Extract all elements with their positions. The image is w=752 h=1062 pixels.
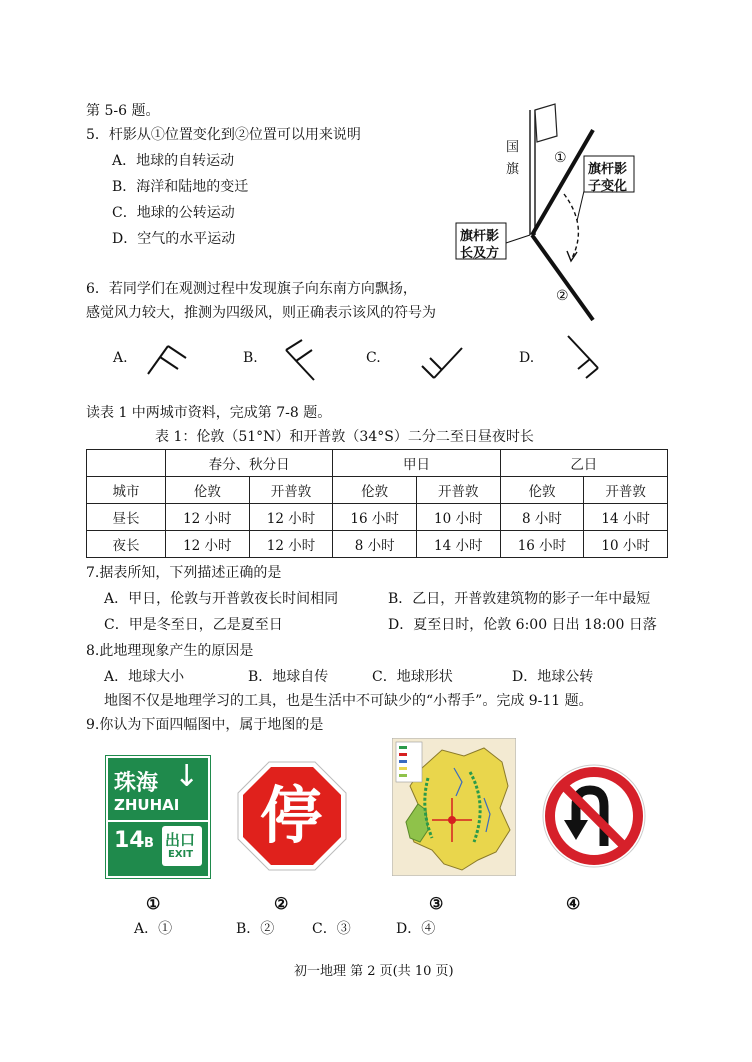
arrow-down-icon: ↓	[174, 759, 200, 794]
table-header-cell: 开普敦	[249, 477, 333, 504]
q5-option-d: D．空气的水平运动	[112, 231, 236, 247]
table-row	[87, 504, 668, 531]
q6-option-c: C.	[366, 350, 381, 366]
table-header-cell: 城市	[87, 477, 166, 504]
pole-label-1: 国	[506, 140, 520, 155]
q8-option-c: C．地球形状	[372, 669, 453, 685]
intro-text-78: 读表 1 中两城市资料，完成第 7-8 题。	[86, 405, 332, 421]
table-group-row	[87, 450, 668, 477]
q9-option-c: C．③	[312, 921, 351, 937]
table-header-cell: 伦敦	[333, 477, 417, 504]
image-label-1: ①	[146, 894, 161, 913]
table-header-cell: 伦敦	[500, 477, 584, 504]
q9-option-b: B．②	[236, 921, 275, 937]
q7-option-d: D．夏至日时，伦敦 6:00 日出 18:00 日落	[388, 617, 657, 633]
q5-option-a: A．地球的自转运动	[112, 153, 235, 169]
image-label-4: ④	[566, 894, 581, 913]
position-mark-2: ②	[556, 288, 569, 304]
intro-text-911: 地图不仅是地理学习的工具，也是生活中不可缺少的“小帮手”。完成 9-11 题。	[104, 693, 593, 709]
shadow-change-label-2: 子变化	[588, 179, 628, 194]
table-cell: 14 小时	[584, 504, 668, 531]
table-group-header: 春分、秋分日	[166, 450, 333, 477]
q6-stem-line1: 6．若同学们在观测过程中发现旗子向东南方向飘扬，	[86, 281, 417, 297]
stop-sign-text: 停	[260, 779, 323, 852]
shadow-change-label-1: 旗杆影	[588, 162, 628, 177]
q6-option-b: B.	[243, 350, 258, 366]
table-header-cell: 伦敦	[166, 477, 250, 504]
sign-city-en: ZHUHAI	[114, 796, 180, 814]
table-cell: 8 小时	[333, 531, 417, 558]
sign-exit-number: 14	[114, 828, 145, 853]
city-map-image	[392, 738, 516, 876]
shadow-direction-label-1: 旗杆影	[460, 229, 500, 244]
position-mark-1: ①	[554, 150, 567, 166]
table-row	[87, 531, 668, 558]
q9-option-d: D．④	[396, 921, 436, 937]
sign-city-cn: 珠海	[114, 771, 159, 796]
sign-divider	[108, 820, 208, 822]
q7-stem: 7.据表所知，下列描述正确的是	[86, 565, 282, 581]
table-caption: 表 1：伦敦（51°N）和开普敦（34°S）二分二至日昼夜时长	[155, 429, 534, 445]
image-label-2: ②	[274, 894, 289, 913]
table-header-cell: 开普敦	[584, 477, 668, 504]
table-cell: 16 小时	[500, 531, 584, 558]
q9-option-a: A．①	[134, 921, 173, 937]
exit-panel	[162, 826, 202, 866]
exit-cn: 出口	[165, 831, 196, 849]
exit-en: EXIT	[168, 849, 194, 860]
q7-option-b: B．乙日，开普敦建筑物的影子一年中最短	[388, 591, 651, 607]
q7-option-a: A．甲日，伦敦与开普敦夜长时间相同	[104, 591, 339, 607]
table-cell: 12 小时	[166, 531, 250, 558]
table-header-row	[87, 477, 668, 504]
table-cell: 10 小时	[416, 504, 500, 531]
q6-option-a: A.	[113, 350, 128, 366]
q9-stem: 9.你认为下面四幅图中，属于地图的是	[86, 717, 324, 733]
day-length-table	[86, 449, 668, 558]
pole-label-2: 旗	[506, 162, 520, 177]
q5-option-b: B．海洋和陆地的变迁	[112, 179, 249, 195]
q7-option-c: C．甲是冬至日，乙是夏至日	[104, 617, 283, 633]
road-sign-zhuhai	[106, 756, 210, 878]
table-cell: 昼长	[87, 504, 166, 531]
sign-exit-letter: B	[144, 836, 154, 851]
q5-stem: 5．杆影从①位置变化到②位置可以用来说明	[86, 127, 361, 143]
flagpole-shadow-diagram	[440, 98, 670, 330]
table-corner-cell	[87, 450, 166, 477]
table-cell: 12 小时	[249, 531, 333, 558]
shadow-direction-label-2: 长及方	[460, 246, 500, 261]
no-u-turn-icon	[540, 762, 648, 870]
table-cell: 16 小时	[333, 504, 417, 531]
table-group-header: 乙日	[500, 450, 667, 477]
table-cell: 8 小时	[500, 504, 584, 531]
wind-symbol-b	[276, 336, 328, 384]
table-cell: 10 小时	[584, 531, 668, 558]
q6-stem-line2: 感觉风力较大，推测为四级风，则正确表示该风的符号为	[86, 305, 436, 321]
q8-option-b: B．地球自传	[248, 669, 329, 685]
table-header-cell: 开普敦	[416, 477, 500, 504]
wind-symbol-a	[140, 336, 192, 380]
table-cell: 12 小时	[249, 504, 333, 531]
image-label-3: ③	[429, 894, 444, 913]
q8-stem: 8.此地理现象产生的原因是	[86, 643, 254, 659]
table-cell: 12 小时	[166, 504, 250, 531]
q8-option-d: D．地球公转	[512, 669, 594, 685]
q5-option-c: C．地球的公转运动	[112, 205, 235, 221]
intro-text: 第 5-6 题。	[86, 103, 160, 119]
q6-option-d: D.	[519, 350, 535, 366]
q8-option-a: A．地球大小	[104, 669, 185, 685]
table-group-header: 甲日	[333, 450, 500, 477]
table-cell: 14 小时	[416, 531, 500, 558]
wind-symbol-d	[560, 332, 606, 382]
page-footer: 初一地理 第 2 页(共 10 页)	[294, 964, 454, 979]
wind-symbol-c	[418, 340, 468, 382]
table-cell: 夜长	[87, 531, 166, 558]
